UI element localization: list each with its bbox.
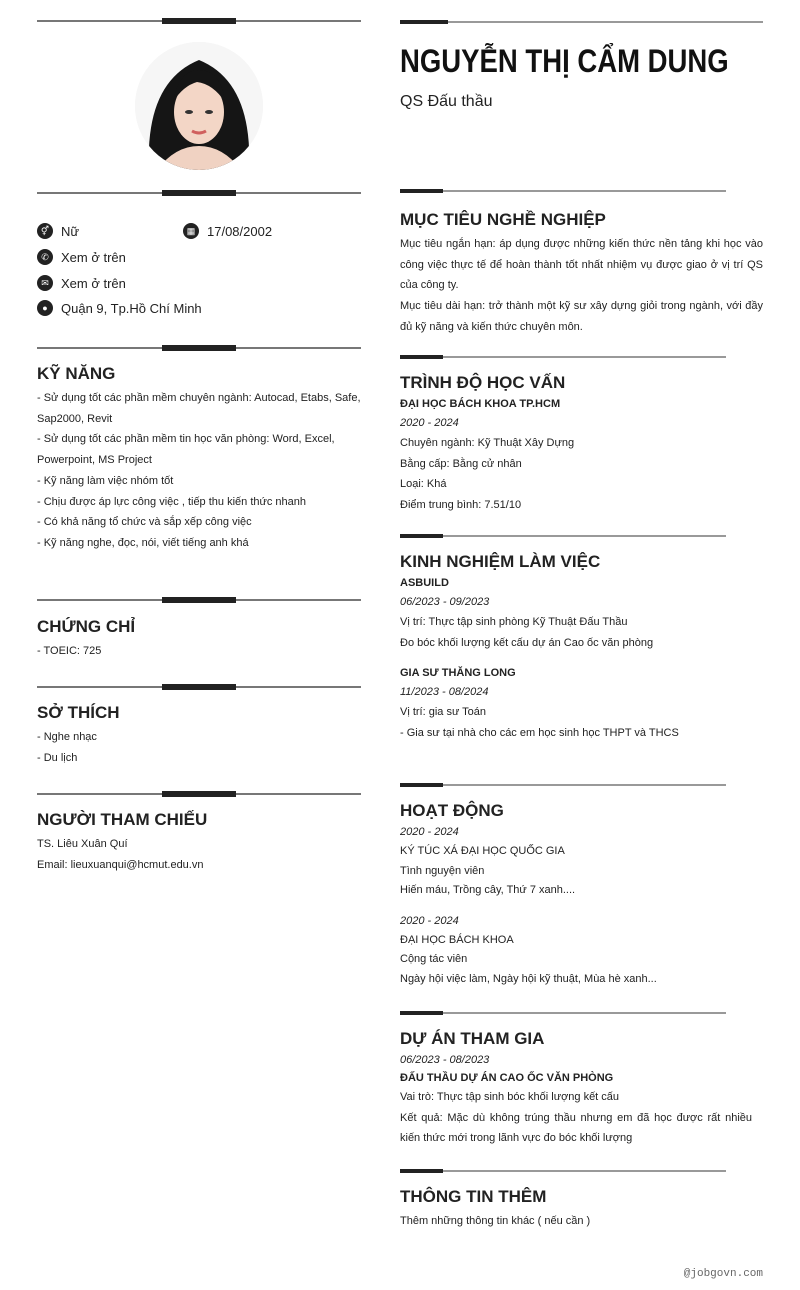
divider [400, 190, 726, 192]
education-section [400, 372, 763, 516]
divider [400, 535, 726, 537]
candidate-name: NGUYỄN THỊ CẨM DUNG [400, 43, 729, 79]
activity-desc: Hiến máu, Trồng cây, Thứ 7 xanh.... [400, 884, 576, 896]
hobbies-section [37, 702, 361, 768]
divider [37, 347, 361, 349]
project-role: Vai trò: Thực tập sinh bóc khối lượng kết cấu [400, 1091, 620, 1103]
references-section [37, 809, 361, 875]
objective-long: Mục tiêu dài hạn: trở thành một kỹ sư xây dựng giỏi trong ngành, với đầy đủ kỹ năng và kiến thức chuyên môn. [400, 300, 763, 333]
activity-desc: Ngày hội việc làm, Ngày hội kỹ thuật, Mùa hè xanh... [400, 972, 657, 985]
divider [400, 356, 726, 358]
company-name: GIA SƯ THĂNG LONG [400, 667, 516, 680]
education-line: Bằng cấp: Bằng cử nhân [400, 457, 522, 470]
activity-period: 2020 - 2024 [400, 826, 459, 838]
education-line: Loại: Khá [400, 478, 447, 491]
extra-section [400, 1186, 763, 1232]
company-name: ASBUILD [400, 577, 449, 589]
education-period: 2020 - 2024 [400, 417, 459, 429]
divider [37, 793, 361, 795]
divider [400, 1170, 726, 1172]
section-heading: MỤC TIÊU NGHỀ NGHIỆP [400, 210, 606, 229]
job-line: Vị trí: gia sư Toán [400, 706, 487, 719]
job-title: QS Đấu thầu [400, 93, 493, 110]
divider [400, 784, 726, 786]
phone-icon: ✆ [37, 249, 53, 265]
skills-section [37, 363, 361, 554]
activity-org: ĐẠI HỌC BÁCH KHOA [400, 933, 514, 946]
objective-section [400, 209, 763, 338]
divider [37, 192, 361, 194]
skill-item: - Sử dụng tốt các phần mềm tin học văn phòng: Word, Excel, Powerpoint, MS Project [37, 433, 335, 467]
experience-section [400, 551, 763, 744]
objective-short: Mục tiêu ngắn hạn: áp dụng được những kiến thức nền tảng khi học vào công việc thực tế để hoàn thành tốt nhất nhiệm vụ được giao ở vị trí QS của công ty. [400, 238, 763, 292]
divider [37, 599, 361, 601]
reference-email: Email: lieuxuanqui@hcmut.edu.vn [37, 858, 204, 871]
school-name: ĐẠI HỌC BÁCH KHOA TP.HCM [400, 398, 561, 410]
contact-gender: ⚥ Nữ [37, 221, 79, 241]
job-period: 06/2023 - 09/2023 [400, 596, 490, 608]
divider [400, 1012, 726, 1014]
project-period: 06/2023 - 08/2023 [400, 1054, 490, 1066]
job-line: Vị trí: Thực tập sinh phòng Kỹ Thuật Đấu Thầu [400, 616, 628, 628]
divider [37, 686, 361, 688]
reference-name: TS. Liêu Xuân Quí [37, 838, 128, 850]
certificate-item: - TOEIC: 725 [37, 645, 102, 657]
section-heading: CHỨNG CHỈ [37, 617, 136, 636]
project-result: Kết quả: Mặc dù không trúng thầu nhưng em đã học được rất nhiều kiến thức mới trong lãnh vực đo bóc khối lượng [400, 1111, 752, 1145]
job-line: - Gia sư tại nhà cho các em học sinh học THPT và THCS [400, 727, 679, 740]
contact-email: ✉ Xem ở trên [37, 273, 126, 293]
profile-photo [135, 42, 263, 170]
section-heading: SỞ THÍCH [37, 703, 120, 722]
section-heading: DỰ ÁN THAM GIA [400, 1029, 545, 1048]
section-heading: TRÌNH ĐỘ HỌC VẤN [400, 373, 566, 392]
hobby-item: - Nghe nhạc [37, 731, 97, 743]
hobby-item: - Du lịch [37, 751, 78, 764]
education-line: Chuyên ngành: Kỹ Thuật Xây Dựng [400, 437, 575, 449]
calendar-icon: ▦ [183, 223, 199, 239]
contact-birthday: ▦ 17/08/2002 [183, 221, 272, 241]
extra-text: Thêm những thông tin khác ( nếu cần ) [400, 1215, 591, 1227]
section-heading: NGƯỜI THAM CHIẾU [37, 810, 208, 829]
section-heading: HOẠT ĐỘNG [400, 801, 504, 820]
contact-phone: ✆ Xem ở trên [37, 247, 126, 267]
skill-item: - Sử dụng tốt các phần mềm chuyên ngành: Autocad, Etabs, Safe, Sap2000, Revit [37, 392, 361, 425]
section-heading: KỸ NĂNG [37, 364, 116, 383]
location-pin-icon: ● [37, 300, 53, 316]
projects-section [400, 1028, 763, 1149]
email-icon: ✉ [37, 275, 53, 291]
divider [37, 20, 361, 22]
project-name: ĐẤU THẦU DỰ ÁN CAO ỐC VĂN PHÒNG [400, 1072, 614, 1084]
job-line: Đo bóc khối lượng kết cấu dự án Cao ốc văn phòng [400, 636, 654, 649]
skill-item: - Kỹ năng làm việc nhóm tốt [37, 474, 174, 487]
skill-item: - Kỹ năng nghe, đọc, nói, viết tiếng anh khá [37, 536, 249, 549]
footer-brand: @jobgovn.com [683, 1268, 763, 1280]
activity-org: KÝ TÚC XÁ ĐẠI HỌC QUỐC GIA [400, 845, 565, 857]
section-heading: THÔNG TIN THÊM [400, 1187, 547, 1206]
divider [400, 21, 763, 23]
job-period: 11/2023 - 08/2024 [400, 686, 489, 699]
activity-role: Cộng tác viên [400, 953, 468, 965]
activity-role: Tình nguyện viên [400, 864, 485, 877]
contact-address: ● Quận 9, Tp.Hồ Chí Minh [37, 298, 202, 318]
certificates-section [37, 616, 361, 662]
education-line: Điểm trung bình: 7.51/10 [400, 499, 522, 512]
gender-icon: ⚥ [37, 223, 53, 239]
skill-item: - Có khả năng tổ chức và sắp xếp công việc [37, 516, 252, 529]
activities-section [400, 800, 763, 989]
activity-period: 2020 - 2024 [400, 914, 459, 927]
section-heading: KINH NGHIỆM LÀM VIỆC [400, 552, 601, 571]
skill-item: - Chịu được áp lực công việc , tiếp thu kiến thức nhanh [37, 495, 307, 508]
